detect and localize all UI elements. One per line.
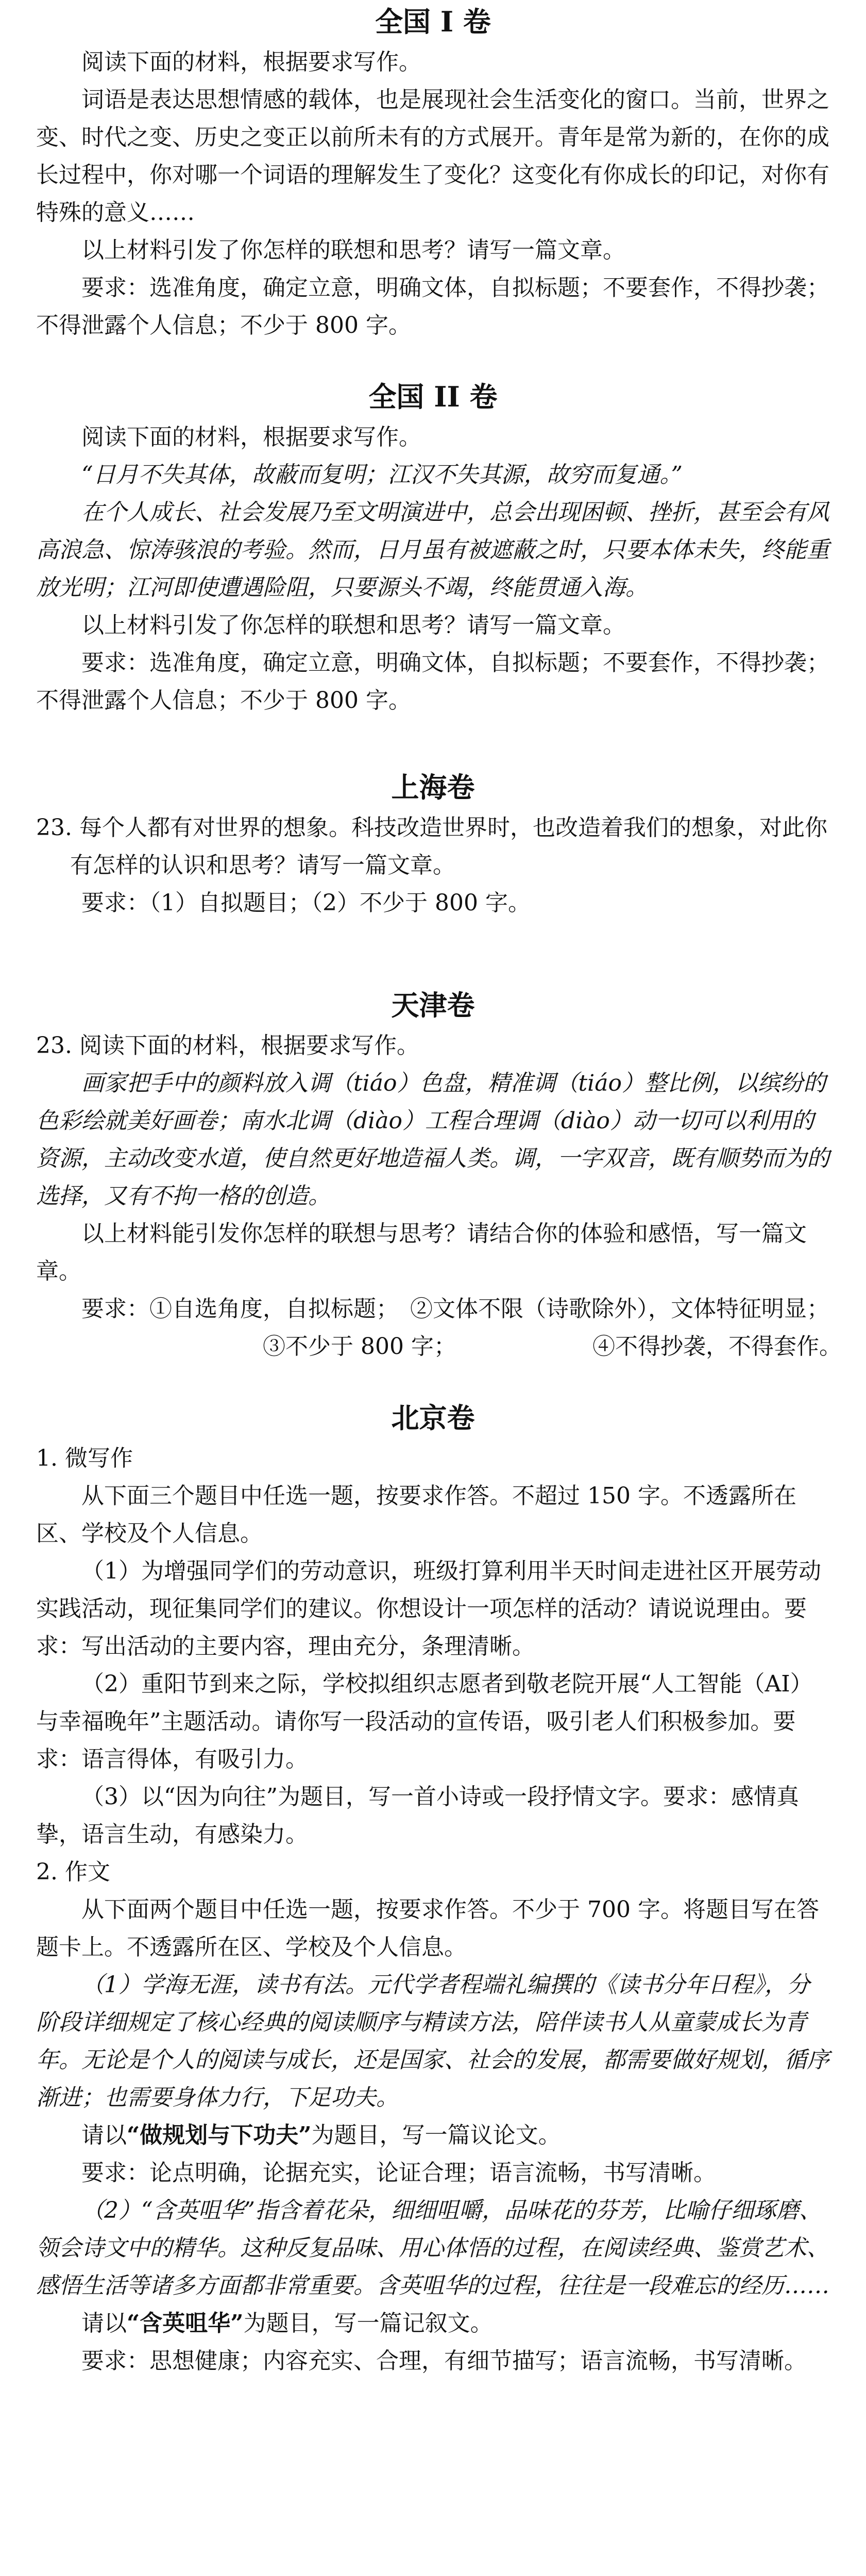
material-text: 词语是表达思想情感的载体，也是展现社会生活变化的窗口。当前，世界之变、时代之变、历史之变正以前所未有的方式展开。青年是常为新的，在你的成长过程中，你对哪一个词语的理解发生了变化？这变化有你成长的印记，对你有特殊的意义…… [36,87,829,226]
prompt-question: 23. 每个人都有对世界的想象。科技改造世界时，也改造着我们的想象，对此你有怎样的认识和思考？请写一篇文章。 [36,815,827,878]
section-shanghai [0,766,866,922]
requirements-row [36,1328,842,1365]
section-title: 上海卷 [391,771,475,804]
title-instruction [36,2116,830,2154]
spacer [0,922,866,984]
material-text: 画家把手中的颜料放入调（tiáo）色盘，精准调（tiáo）整比例，以缤纷的色彩绘就美好画卷；南水北调（diào）工程合理调（diào）动一切可以利用的资源，主动改变水道，使自然更好地造福人类。调，一字双音，既有顺势而为的选择，又有不拘一格的创造。 [36,1070,829,1209]
subheading: 2. 作文 [36,1859,110,1885]
section-quanguo-2 [0,375,866,719]
option-text: （2）“含英咀华”指含着花朵，细细咀嚼，品味花的芬芳，比喻仔细琢磨、领会诗文中的精华。这种反复品味、用心体悟的过程，在阅读经典、鉴赏艺术、感悟生活等诸多方面都非常重要。含英咀华的过程，往往是一段难忘的经历…… [36,2197,829,2299]
prompt-question: 以上材料引发了你怎样的联想和思考？请写一篇文章。 [81,612,625,638]
instruction: 从下面三个题目中任选一题，按要求作答。不超过 150 字。不透露所在区、学校及个人信息。 [36,1483,796,1547]
text-fragment: 为题目，写一篇议论文。 [311,2122,561,2148]
section-title: 全国 II 卷 [368,380,498,413]
spacer [0,344,866,375]
prompt-question: 以上材料能引发你怎样的联想与思考？请结合你的体验和感悟，写一篇文章。 [36,1221,807,1284]
requirements: 要求：（1）自拟题目；（2）不少于 800 字。 [81,890,531,916]
option-text: （1）学海无涯，读书有法。元代学者程端礼编撰的《读书分年日程》，分阶段详细规定了核心经典的阅读顺序与精读方法，陪伴读书人从童蒙成长为青年。无论是个人的阅读与成长，还是国家、社会的发展，都需要做好规划，循序渐进；也需要身体力行，下足功夫。 [36,1972,829,2111]
section-tianjin [0,984,866,1365]
requirements: 要求：选准角度，确定立意，明确文体，自拟标题；不要套作，不得抄袭；不得泄露个人信息；不少于 800 字。 [36,650,829,714]
prompt-question: 以上材料引发了你怎样的联想和思考？请写一篇文章。 [81,237,625,263]
section-title: 全国 I 卷 [375,5,491,38]
option-text: （3）以“因为向往”为题目，写一首小诗或一段抒情文字。要求：感情真挚，语言生动，有感染力。 [36,1784,799,1848]
essay-title: “含英咀华” [127,2310,244,2336]
instruction: 阅读下面的材料，根据要求写作。 [81,424,421,450]
option-text: （1）为增强同学们的劳动意识，班级打算利用半天时间走进社区开展劳动实践活动，现征集同学们的建议。你想设计一项怎样的活动？请说说理由。要求：写出活动的主要内容，理由充分，条理清晰。 [36,1558,821,1659]
instruction: 23. 阅读下面的材料，根据要求写作。 [36,1032,419,1059]
spacer [0,719,866,766]
requirements: 要求：思想健康；内容充实、合理，有细节描写；语言流畅，书写清晰。 [81,2348,807,2374]
title-instruction [36,2304,830,2342]
spacer [0,1365,866,1396]
instruction: 从下面两个题目中任选一题，按要求作答。不少于 700 字。将题目写在答题卡上。不透露所在区、学校及个人信息。 [36,1896,819,1960]
requirement-item: ④不得抄袭，不得套作。 [592,1333,842,1360]
section-quanguo-1 [0,0,866,344]
quote-text: “日月不失其体，故蔽而复明；江汉不失其源，故穷而复通。” [81,462,683,488]
section-title: 天津卷 [391,989,475,1022]
essay-title: “做规划与下功夫” [127,2122,312,2148]
text-fragment: 为题目，写一篇记叙文。 [243,2310,493,2336]
section-title: 北京卷 [391,1401,475,1434]
requirements: 要求：①自选角度，自拟标题； ②文体不限（诗歌除外），文体特征明显； [81,1296,829,1322]
text-fragment: 请以 [81,2122,127,2148]
option-text: （2）重阳节到来之际，学校拟组织志愿者到敬老院开展“人工智能（AI）与幸福晚年”主题活动。请你写一段活动的宣传语，吸引老人们积极参加。要求：语言得体，有吸引力。 [36,1671,813,1772]
text-fragment: 请以 [81,2310,127,2336]
subheading: 1. 微写作 [36,1445,133,1471]
instruction: 阅读下面的材料，根据要求写作。 [81,49,421,75]
material-text: 在个人成长、社会发展乃至文明演进中，总会出现困顿、挫折，甚至会有风高浪急、惊涛骇浪的考验。然而，日月虽有被遮蔽之时，只要本体未失，终能重放光明；江河即使遭遇险阻，只要源头不竭，终能贯通入海。 [36,499,829,601]
requirement-item: ③不少于 800 字； [263,1333,456,1360]
requirements: 要求：论点明确，论据充实，论证合理；语言流畅，书写清晰。 [81,2160,716,2186]
requirements: 要求：选准角度，确定立意，明确文体，自拟标题；不要套作，不得抄袭；不得泄露个人信息；不少于 800 字。 [36,275,829,338]
section-beijing [0,1396,866,2380]
